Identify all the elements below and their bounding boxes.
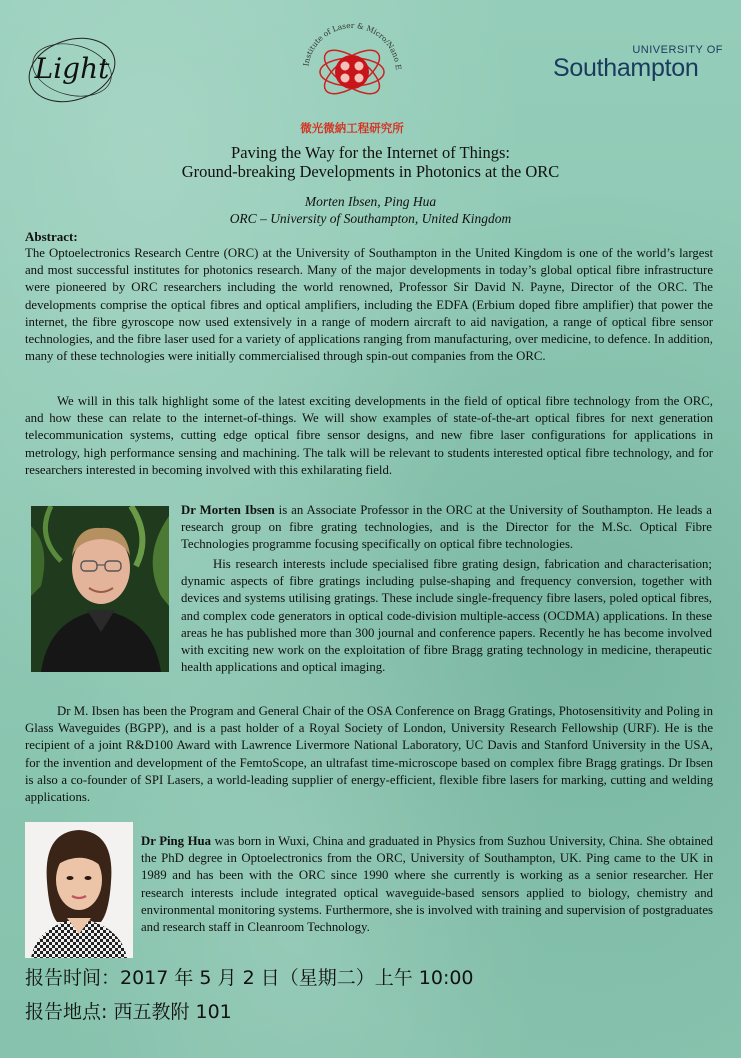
hua-name: Dr Ping Hua (141, 834, 212, 848)
ibsen-awards: Dr M. Ibsen has been the Program and General Chair of the OSA Conference on Bragg Gratings, Photosensitivity and Poling in Glass Waveguides (BGPP), and is a past holder of a Royal Society of London, University Research Fellowship (URF). He is the recipient of a joint R&D100 Award with Lawrence Livermore National Laboratory, UC Davis and Stanford University in the USA, for the invention and development of the FemtoScope, an ultrafast time-microscope based on complex fibre Bragg gratings. Dr Ibsen is also a co-founder of SPI Lasers, a world-leading supplier of energy-efficient, flexible fibre lasers for marking, cutting and welding applications. (25, 704, 713, 805)
institute-logo (282, 10, 422, 135)
southampton-logo-top: UNIVERSITY OF (632, 44, 723, 56)
institute-ring-text: Institute of Laser & Micro/Nano E (301, 20, 404, 71)
ibsen-bio-intro (181, 502, 712, 554)
ping-hua-photo (25, 822, 133, 958)
southampton-logo (553, 44, 723, 84)
light-logo-mark (22, 30, 122, 110)
ibsen-name: Dr Morten Ibsen (181, 503, 275, 517)
institute-emblem (282, 10, 422, 114)
ibsen-bio-intro-text: is an Associate Professor in the ORC at the University of Southampton. He leads a research group on fibre grating technologies, and is the Director for the M.Sc. Optical Fibre Technologies programme focusing specifically on optical fibre technologies. (181, 503, 712, 552)
ibsen-research-interests: His research interests include specialised fibre grating design, fabrication and characterisation; dynamic aspects of fibre gratings including pulse-shaping and frequency conversion, together with devices and systems utilising gratings. These include single-frequency fibre lasers, poled optical fibres, and complex code generators in optical code-division multiple-access (OCDMA) applications. In these areas he has published more than 300 journal and conference papers. Recently he has become involved with exciting new work on the exploitation of fibre Bragg grating technology in medicine, therapeutic health applications and optical imaging. (181, 557, 712, 675)
talk-location: 报告地点: 西五教附 101 (25, 1001, 232, 1023)
abstract-paragraph-2: We will in this talk highlight some of the latest exciting developments in the field of optical fibre technology from the ORC, and how these can relate to the internet-of-things. We will show examples of state-of-the-art optical fibres for next generation telecommunication systems, cutting edge optical fibre sensor designs, and new fibre laser configurations for applications in metrology, high performance sensing and machining. The talk will be relevant to students interested optical fibre technology, and for researchers interested in becoming involved with this exhilarating field. (25, 394, 713, 477)
talk-authors: Morten Ibsen, Ping Hua (304, 194, 437, 209)
talk-title-line-1: Paving the Way for the Internet of Things: (231, 143, 510, 162)
abstract-paragraph-1: The Optoelectronics Research Centre (ORC) at the University of Southampton in the United Kingdom is one of the world’s largest and most successful institutes for photonics research. Many of the major developments in today’s global optical fibre infrastructure were pioneered by ORC researchers including the world renowned, Professor Sir David N. Payne, Director of the ORC. The developments comprise the optical fibres and optical amplifiers, including the EDFA (Erbium doped fibre amplifier) that power the internet, the fibre gyroscope now used extensively in a range of modern aircraft to aid navigation, a range of optical fibre sensor technologies, and the fibre laser used for a variety of applications ranging from manufacturing, over medicine, to defence. In addition, many of these technologies were initially commercialised through spin-out companies from the ORC. (25, 246, 713, 364)
abstract-heading: Abstract: (25, 229, 78, 244)
southampton-logo-main: Southampton (553, 54, 699, 82)
talk-time: 报告时间：2017 年 5 月 2 日（星期二）上午 10:00 (25, 967, 474, 989)
hua-bio-text: was born in Wuxi, China and graduated in Physics from Suzhou University, China. She obtained the PhD degree in Optoelectronics from the ORC, University of Southampton, UK. Ping came to the UK in 1989 and has been with the ORC since 1990 where she currently is working as a senior researcher. Her research interests include integrated optical waveguide-based sensors applied to biology, chemistry and environmental monitoring systems. Furthermore, she is involved with training and supervision of postgraduates and research staff in Cleanroom Technology. (141, 834, 713, 935)
talk-title-line-2: Ground-breaking Developments in Photonics at the ORC (181, 162, 560, 181)
institute-chinese-name: 微光微納工程研究所 (300, 121, 404, 135)
talk-affiliation: ORC – University of Southampton, United Kingdom (229, 211, 512, 226)
hua-bio (141, 833, 713, 936)
light-logo-text: Light (34, 52, 110, 85)
morten-ibsen-photo (31, 506, 169, 672)
light-logo (22, 30, 122, 110)
